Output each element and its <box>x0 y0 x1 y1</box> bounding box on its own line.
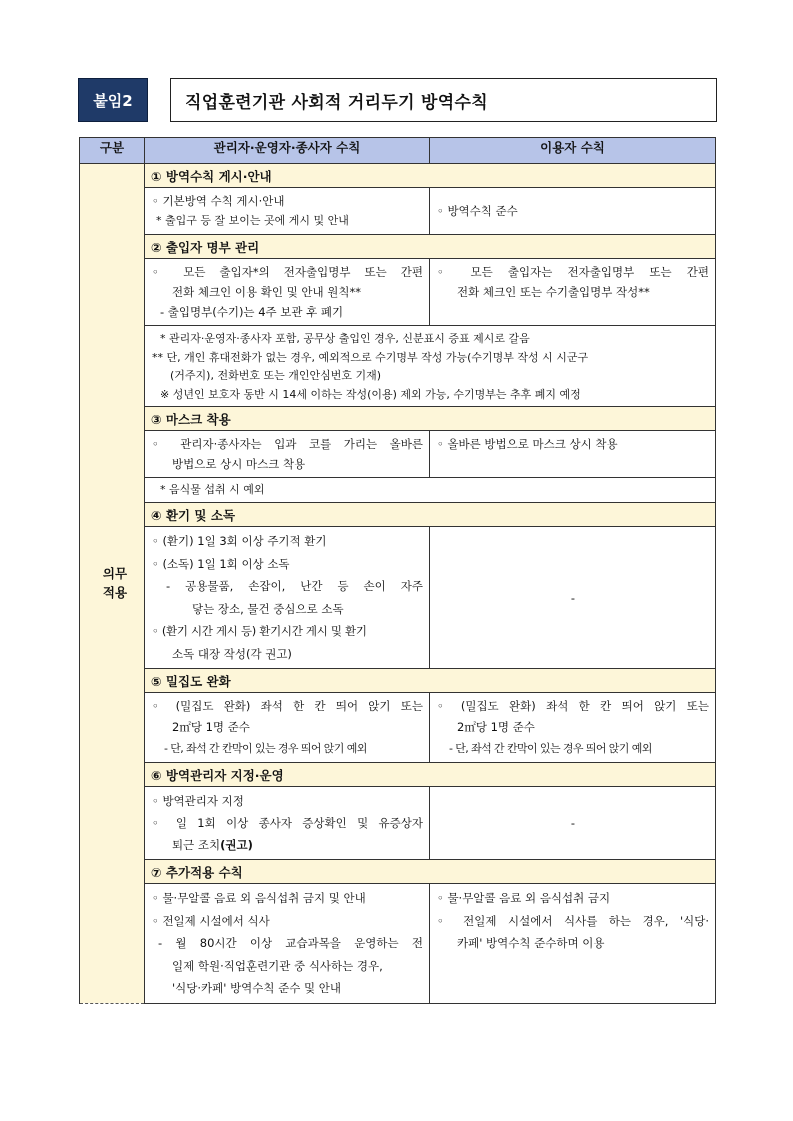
section-1-title: ① 방역수칙 게시·안내 <box>145 164 716 188</box>
section-5-user-cell <box>430 693 716 763</box>
rule-text: ◦ (밀집도 완화) 좌석 한 칸 띄어 앉기 또는 <box>152 699 423 713</box>
category-label-line1: 의무 <box>102 566 128 582</box>
section-1-header <box>80 164 716 188</box>
rule-text: - 월 80시간 이상 교습과목을 운영하는 전 <box>158 936 423 950</box>
section-2-header <box>80 235 716 259</box>
section-7-body <box>80 884 716 1004</box>
category-cell <box>80 164 145 1004</box>
rule-text: ◦ 전일제 시설에서 식사를 하는 경우, '식당· <box>437 913 709 928</box>
section-6-title: ⑥ 방역관리자 지정·운영 <box>145 763 716 787</box>
col-user-header: 이용자 수칙 <box>430 138 716 164</box>
section-7-header <box>80 860 716 884</box>
page-header <box>78 78 718 122</box>
rule-text: - 단, 좌석 간 칸막이 있는 경우 띄어 앉기 예외 <box>164 742 367 755</box>
section-4-body <box>80 527 716 669</box>
section-6-manager-cell <box>145 787 430 860</box>
section-5-title: ⑤ 밀집도 완화 <box>145 669 716 693</box>
section-3-header <box>80 407 716 431</box>
rule-text: ◦ 관리자·종사자는 입과 코를 가리는 올바른 <box>152 437 423 451</box>
rules-table <box>79 137 716 1004</box>
section-2-user-cell <box>430 259 716 326</box>
note-text: (거주지), 전화번호 또는 개인안심번호 기재) <box>170 369 381 382</box>
section-2-manager-cell <box>145 259 430 326</box>
section-4-manager-cell <box>145 527 430 669</box>
rule-text: 2㎡당 1명 준수 <box>172 720 250 734</box>
rule-text: ◦ (밀집도 완화) 좌석 한 칸 띄어 앉기 또는 <box>437 699 709 713</box>
section-3-notes <box>80 478 716 503</box>
rule-text: 전화 체크인 이용 확인 및 안내 원칙** <box>172 285 361 299</box>
rule-text-emphasis <box>152 834 423 856</box>
section-3-title: ③ 마스크 착용 <box>145 407 716 431</box>
rule-text: 2㎡당 1명 준수 <box>457 720 535 734</box>
section-3-notes-cell: * 음식물 섭취 시 예외 <box>145 478 716 503</box>
rule-text: '식당·카페' 방역수칙 준수 및 안내 <box>172 981 342 995</box>
rule-text: ◦ 기본방역 수칙 게시·안내 <box>152 194 285 208</box>
section-5-header <box>80 669 716 693</box>
rule-text: 닿는 장소, 물건 중심으로 소독 <box>192 601 344 616</box>
rule-text: ◦ 방역수칙 준수 <box>437 204 518 218</box>
note-text: ** 단, 개인 휴대전화가 없는 경우, 예외적으로 수기명부 작성 가능(수기명부 작성 시 시군구 <box>152 350 589 364</box>
section-4-user-cell: - <box>430 527 716 669</box>
rule-text: ◦ (환기 시간 게시 등) 환기시간 게시 및 환기 <box>152 624 367 638</box>
section-3-manager-cell <box>145 431 430 478</box>
section-6-header <box>80 763 716 787</box>
section-4-header <box>80 503 716 527</box>
rule-text: ◦ 방역관리자 지정 <box>152 794 244 808</box>
section-7-manager-cell <box>145 884 430 1004</box>
rule-text: ◦ 모든 출입자*의 전자출입명부 또는 간편 <box>152 265 423 279</box>
rule-text: - 공용물품, 손잡이, 난간 등 손이 자주 <box>166 579 423 593</box>
rule-text: - 출입명부(수기)는 4주 보관 후 폐기 <box>160 305 344 319</box>
section-7-title: ⑦ 추가적용 수칙 <box>145 860 716 884</box>
rule-text: 카페' 방역수칙 준수하며 이용 <box>457 936 605 950</box>
note-text: * 관리자·운영자·종사자 포함, 공무상 출입인 경우, 신분표시 증표 제시로 갈음 <box>160 332 530 345</box>
section-2-title: ② 출입자 명부 관리 <box>145 235 716 259</box>
section-5-manager-cell <box>145 693 430 763</box>
rule-text: - 단, 좌석 간 칸막이 있는 경우 띄어 앉기 예외 <box>449 742 652 755</box>
section-4-title: ④ 환기 및 소독 <box>145 503 716 527</box>
section-1-body <box>80 188 716 235</box>
rule-text: ◦ 모든 출입자는 전자출입명부 또는 간편 <box>437 265 709 279</box>
rule-text: 소독 대장 작성(각 권고) <box>172 646 292 661</box>
rule-text: ◦ (소독) 1일 1회 이상 소독 <box>152 556 290 571</box>
section-2-notes-cell <box>145 326 716 407</box>
rule-text: ◦ 일 1회 이상 종사자 증상확인 및 유증상자 <box>152 816 423 830</box>
col-manager-header: 관리자·운영자·종사자 수칙 <box>145 138 430 164</box>
rule-text: ◦ 전일제 시설에서 식사 <box>152 913 270 928</box>
recommend-label: (권고) <box>220 838 253 852</box>
attachment-badge: 붙임2 <box>78 78 148 122</box>
section-7-user-cell <box>430 884 716 1004</box>
section-3-user-cell <box>430 431 716 478</box>
col-category-header: 구분 <box>80 138 145 164</box>
rule-text: ◦ 물·무알콜 음료 외 음식섭취 금지 <box>437 891 611 905</box>
rule-text: ◦ 올바른 방법으로 마스크 상시 착용 <box>437 437 618 451</box>
rule-text: 방법으로 상시 마스크 착용 <box>172 457 306 471</box>
note-text: ※ 성년인 보호자 동반 시 14세 이하는 작성(이용) 제외 가능, 수기명부는 추후 폐지 예정 <box>160 387 581 401</box>
section-2-body <box>80 259 716 326</box>
section-1-manager-cell <box>145 188 430 235</box>
page-title: 직업훈련기관 사회적 거리두기 방역수칙 <box>170 78 717 122</box>
section-3-body <box>80 431 716 478</box>
rule-text: ◦ 물·무알콜 음료 외 음식섭취 금지 및 안내 <box>152 891 366 905</box>
section-6-user-cell: - <box>430 787 716 860</box>
section-6-body <box>80 787 716 860</box>
rule-text: ◦ (환기) 1일 3회 이상 주기적 환기 <box>152 534 327 548</box>
section-5-body <box>80 693 716 763</box>
section-1-user-cell <box>430 188 716 235</box>
rule-note: * 출입구 등 잘 보이는 곳에 게시 및 안내 <box>156 214 349 227</box>
section-2-notes <box>80 326 716 407</box>
rule-text: 일제 학원·직업훈련기관 중 식사하는 경우, <box>172 958 383 973</box>
table-header-row <box>80 138 716 164</box>
rule-text: 퇴근 조치 <box>172 838 221 852</box>
rule-text: 전화 체크인 또는 수기출입명부 작성** <box>457 285 650 299</box>
category-label-line2: 적용 <box>102 585 128 601</box>
